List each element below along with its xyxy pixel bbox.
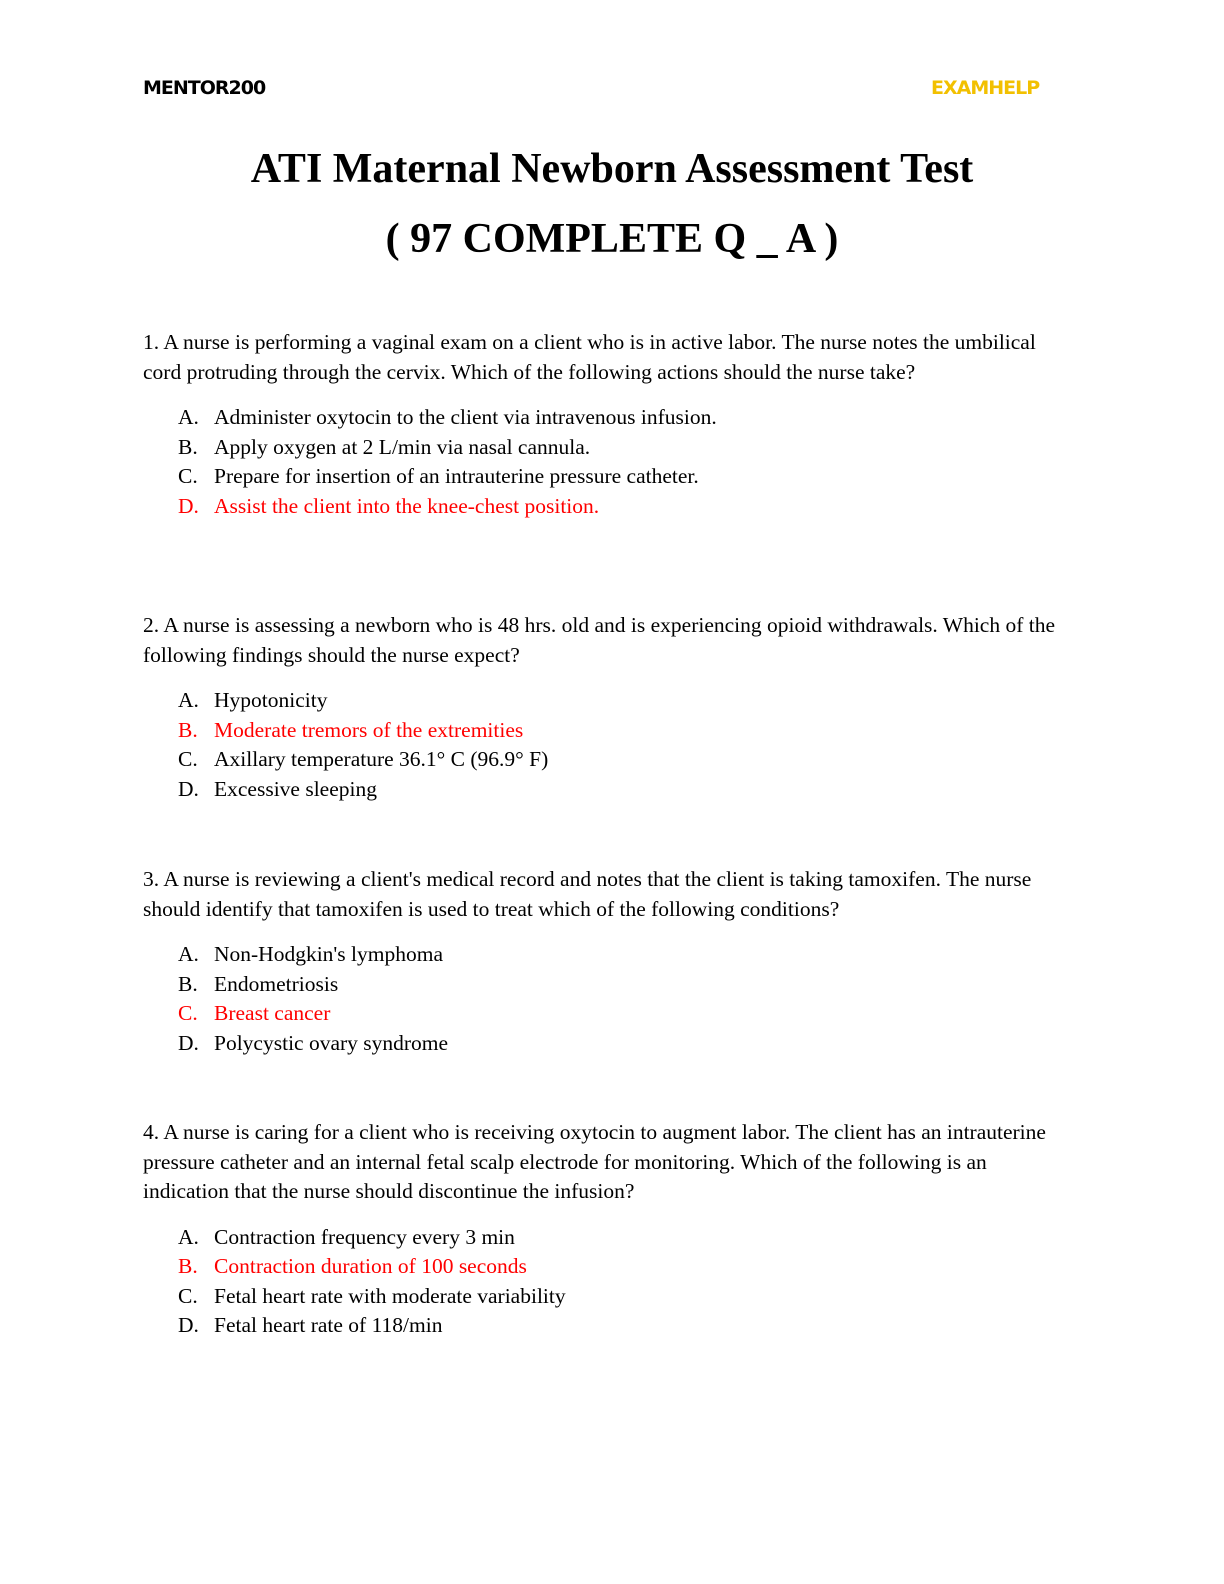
option-letter: C. [178,747,198,771]
option-c [143,462,1063,492]
option-letter: D. [178,493,199,518]
option-text: Fetal heart rate of 118/min [214,1313,443,1337]
question-1 [143,328,1063,521]
option-letter: B. [178,434,198,459]
option-letter: B. [178,717,198,742]
header-left-brand: MENTOR200 [143,77,266,99]
header-right-brand: EXAMHELP [931,77,1040,99]
option-letter: A. [178,1224,199,1249]
option-c [143,1282,1063,1312]
option-d [143,492,1063,522]
question-4 [143,1118,1063,1341]
option-letter: A. [178,942,199,966]
option-text: Breast cancer [214,1001,331,1025]
option-b [143,716,1063,746]
document-title: ATI Maternal Newborn Assessment Test [250,146,974,192]
answer-options [143,1223,1063,1341]
option-b [143,970,1063,1000]
answer-options [143,940,1063,1058]
option-text: Non-Hodgkin's lymphoma [214,942,444,966]
option-d [143,1311,1063,1341]
answer-options [143,686,1063,804]
option-text: Endometriosis [214,971,339,996]
document-subtitle: ( 97 COMPLETE Q _ A ) [385,216,839,262]
option-a [143,403,1063,433]
option-text: Fetal heart rate with moderate variability [214,1283,566,1308]
question-stem: 1. A nurse is performing a vaginal exam on a client who is in active labor. The nurse notes the umbilical cord protruding through the cervix. Which of the following actions should the nurse take? [143,330,1036,384]
question-2 [143,611,1063,804]
option-c [143,745,1063,775]
option-text: Polycystic ovary syndrome [214,1030,449,1055]
option-text: Hypotonicity [214,688,328,712]
option-d [143,1029,1063,1059]
option-text: Contraction frequency every 3 min [214,1224,515,1249]
option-text: Contraction duration of 100 seconds [214,1254,527,1278]
option-text: Excessive sleeping [214,776,377,801]
option-text: Apply oxygen at 2 L/min via nasal cannula. [214,434,591,459]
question-3 [143,865,1063,1058]
answer-options [143,403,1063,521]
option-text: Assist the client into the knee-chest position. [214,493,600,518]
option-letter: B. [178,971,198,996]
option-a [143,686,1063,716]
option-letter: C. [178,464,198,488]
question-stem: 4. A nurse is caring for a client who is receiving oxytocin to augment labor. The client has an intrauterine pressure catheter and an internal fetal scalp electrode for monitoring. Which of the following is an indication that the nurse should discontinue the infusion? [143,1120,1046,1203]
question-stem: 3. A nurse is reviewing a client's medical record and notes that the client is taking tamoxifen. The nurse should identify that tamoxifen is used to treat which of the following conditions? [143,867,1032,921]
option-b [143,1252,1063,1282]
option-letter: B. [178,1254,198,1278]
option-text: Administer oxytocin to the client via intravenous infusion. [214,405,717,429]
option-letter: D. [178,776,199,801]
option-letter: D. [178,1030,199,1055]
option-a [143,1223,1063,1253]
option-letter: A. [178,405,199,429]
option-letter: C. [178,1001,198,1025]
option-letter: D. [178,1313,199,1337]
option-text: Prepare for insertion of an intrauterine pressure catheter. [214,464,699,488]
option-a [143,940,1063,970]
option-text: Axillary temperature 36.1° C (96.9° F) [214,747,549,771]
option-c [143,999,1063,1029]
option-letter: A. [178,688,199,712]
option-text: Moderate tremors of the extremities [214,717,524,742]
option-d [143,775,1063,805]
question-stem: 2. A nurse is assessing a newborn who is 48 hrs. old and is experiencing opioid withdrawals. Which of the following findings should the nurse expect? [143,613,1056,667]
option-letter: C. [178,1283,198,1308]
option-b [143,433,1063,463]
